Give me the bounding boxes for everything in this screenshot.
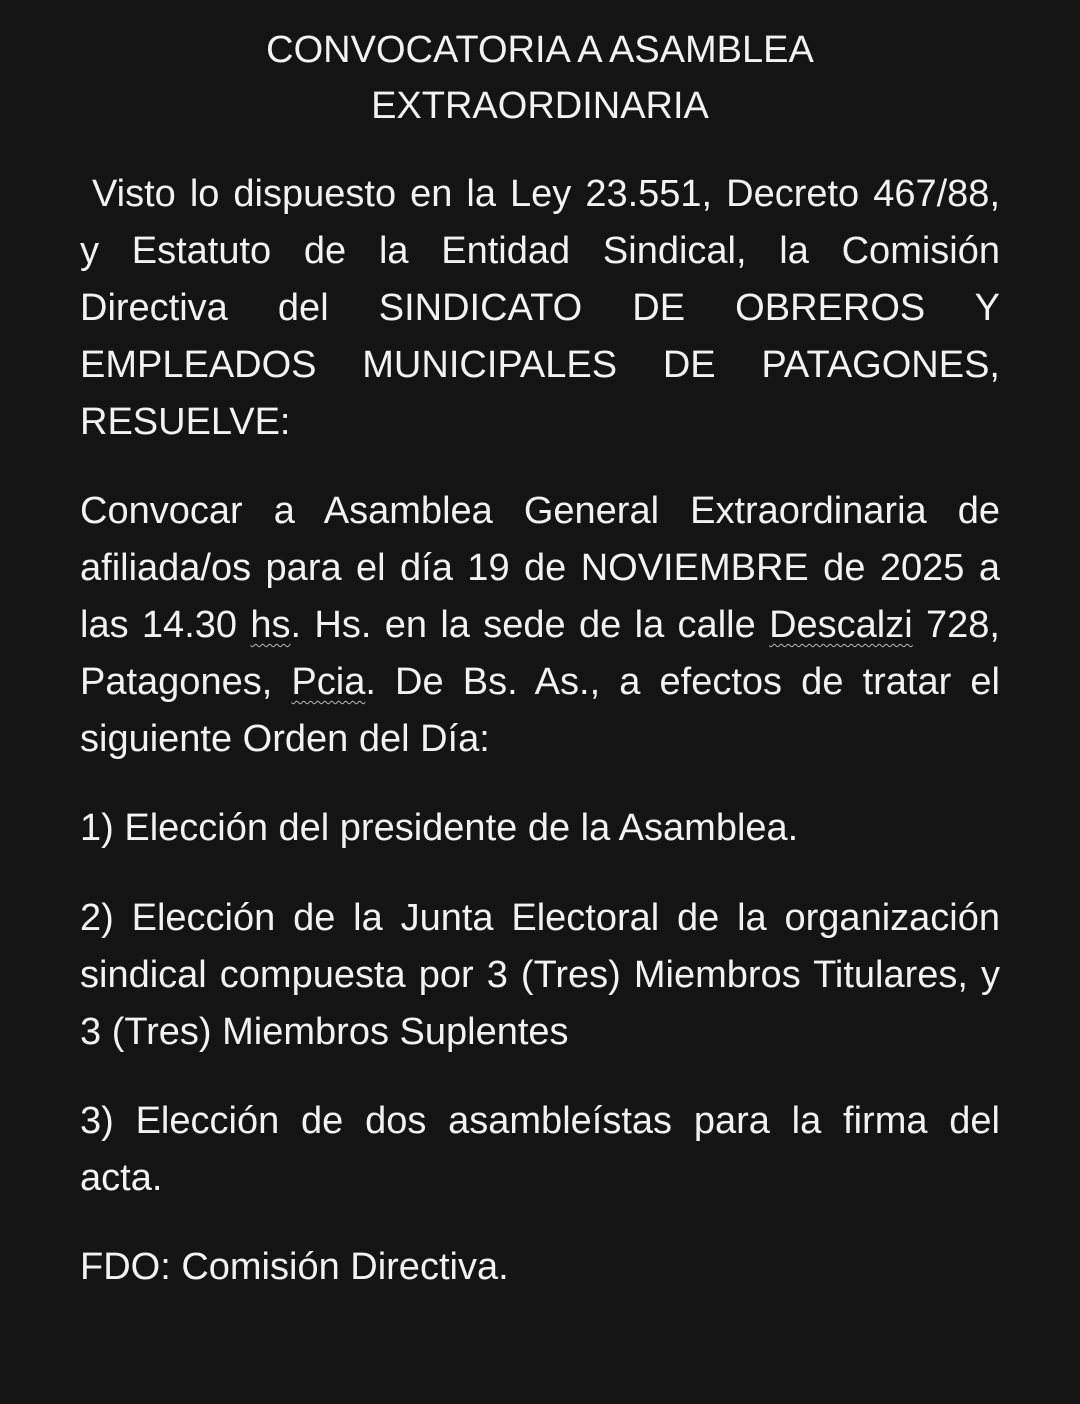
document-page <box>80 22 1000 1296</box>
spellcheck-word-pcia: Pcia <box>291 661 366 703</box>
convocation-text-1: Convocar a Asamblea General Extraordinaria de afiliada/os para el día 19 de NOVIEMBRE de 2025 a las 14.30 <box>80 490 1000 646</box>
spellcheck-word-descalzi: Descalzi <box>769 604 913 646</box>
title-line-2: EXTRAORDINARIA <box>371 85 709 127</box>
agenda-item-1: 1) Elección del presidente de la Asamblea. <box>80 807 799 849</box>
convocation-text-3: 728, Patagones, <box>80 604 1000 703</box>
convocation-text-4: . De Bs. As., a efectos de tratar el siguiente Orden del Día: <box>80 661 1000 760</box>
signature-line: FDO: Comisión Directiva. <box>80 1246 509 1288</box>
spellcheck-word-hs: hs <box>250 604 291 646</box>
convocation-text-2: . Hs. en la sede de la calle <box>290 604 770 646</box>
agenda-item-2: 2) Elección de la Junta Electoral de la organización sindical compuesta por 3 (Tres) Miembros Titulares, y 3 (Tres) Miembros Suplentes <box>80 897 1000 1053</box>
title-line-1: CONVOCATORIA A ASAMBLEA <box>266 29 814 71</box>
document-title <box>80 22 1000 134</box>
agenda-item-3: 3) Elección de dos asambleístas para la firma del acta. <box>80 1100 1000 1199</box>
convocation-paragraph <box>80 483 1000 768</box>
intro-paragraph: Visto lo dispuesto en la Ley 23.551, Decreto 467/88, y Estatuto de la Entidad Sindical, la Comisión Directiva del SINDICATO DE OBREROS Y EMPLEADOS MUNICIPALES DE PATAGONES, RESUELVE: <box>80 173 1000 443</box>
